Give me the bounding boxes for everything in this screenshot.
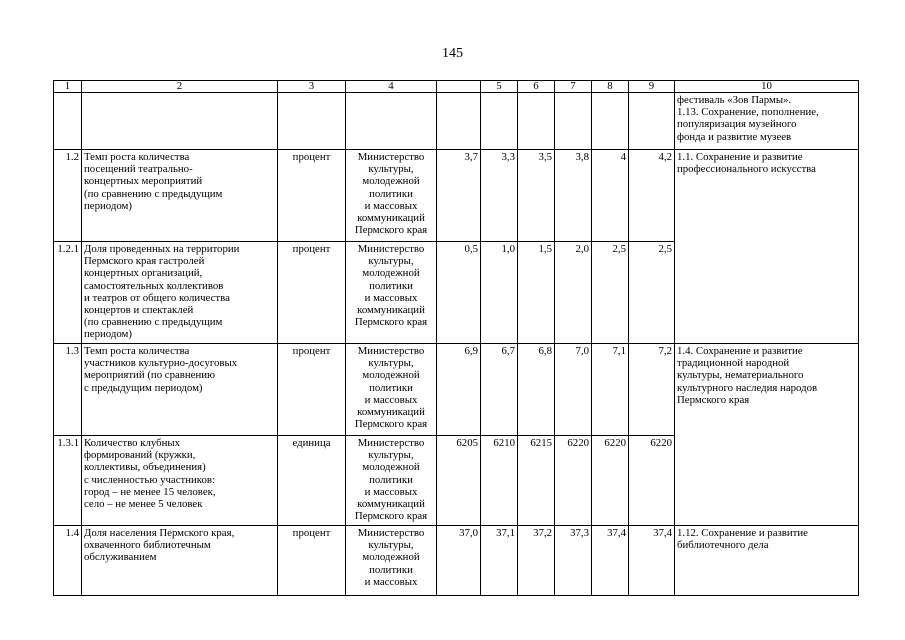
row-number: 1.2.1	[54, 242, 82, 344]
text-line: культуры,	[368, 357, 414, 370]
text-line: и массовых	[364, 393, 418, 406]
text-line: село – не менее 5 человек	[84, 498, 203, 511]
text-line: обслуживанием	[84, 551, 157, 564]
text-line: политики	[369, 473, 413, 486]
text-line: популяризация музейного	[677, 118, 797, 131]
value-cell: 6,9	[437, 344, 481, 436]
text-line: культуры,	[368, 539, 414, 552]
value-cell: 1,0	[481, 242, 518, 344]
value-cell: 1,5	[518, 242, 555, 344]
indicators-table	[53, 80, 859, 596]
text-line: Количество клубных	[84, 437, 181, 449]
value-cell: 6220	[629, 436, 675, 526]
text-line: политики	[369, 563, 413, 576]
text-line: мероприятий (по сравнению	[84, 369, 216, 382]
text-line: Темп роста количества	[84, 345, 190, 357]
text-line: культурного наследия народов	[677, 381, 818, 394]
text-line: традиционной народной	[677, 357, 790, 370]
text-line: молодежной	[362, 551, 420, 564]
responsible-cell	[346, 150, 437, 242]
col-header: 1	[54, 81, 82, 93]
text-line: фестиваль «Зов Пармы».	[677, 94, 792, 106]
text-line: концертных организаций,	[84, 267, 203, 280]
text-line: Министерство	[357, 437, 425, 449]
text-line: Доля проведенных на территории	[84, 243, 240, 255]
col-header: 9	[629, 81, 675, 93]
text-line: самостоятельных коллективов	[84, 279, 224, 292]
text-line: профессионального искусства	[677, 163, 816, 176]
text-line: Пермского края гастролей	[84, 255, 205, 268]
text-line: Доля населения Пермского края,	[84, 527, 235, 539]
text-line: периодом)	[84, 199, 132, 212]
indicator-name	[82, 526, 278, 596]
responsible-cell	[346, 436, 437, 526]
program-direction	[675, 526, 859, 596]
text-line: Министерство	[357, 243, 425, 255]
header-row	[54, 81, 859, 93]
value-cell: 7,1	[592, 344, 629, 436]
text-line: культуры,	[368, 163, 414, 176]
text-line: Министерство	[357, 527, 425, 539]
text-line: культуры,	[368, 449, 414, 462]
text-line: Пермского края	[354, 510, 428, 523]
text-line: коммуникаций	[357, 498, 425, 511]
text-line: молодежной	[362, 267, 420, 280]
text-line: культуры, нематериального	[677, 369, 804, 382]
col-header: 10	[675, 81, 859, 93]
table-row	[54, 150, 859, 242]
value-cell: 2,0	[555, 242, 592, 344]
value-cell: 6205	[437, 436, 481, 526]
unit-cell: процент	[278, 526, 346, 596]
text-line: и массовых	[364, 291, 418, 304]
text-line: 1.12. Сохранение и развитие	[677, 527, 808, 539]
text-line: коммуникаций	[357, 212, 425, 225]
row-number: 1.2	[54, 150, 82, 242]
continuation-row	[54, 93, 859, 150]
col-header: 6	[518, 81, 555, 93]
text-line: коммуникаций	[357, 304, 425, 317]
text-line: молодежной	[362, 461, 420, 474]
text-line: периодом)	[84, 328, 132, 341]
text-line: и массовых	[364, 485, 418, 498]
value-cell: 37,2	[518, 526, 555, 596]
col-header: 5	[481, 81, 518, 93]
text-line: Пермского края	[354, 224, 428, 237]
col-header: 4	[346, 81, 437, 93]
text-line: и театров от общего количества	[84, 291, 230, 304]
text-line: 1.4. Сохранение и развитие	[677, 345, 803, 357]
responsible-cell	[346, 344, 437, 436]
value-cell: 2,5	[592, 242, 629, 344]
row-number: 1.4	[54, 526, 82, 596]
text-line: Темп роста количества	[84, 151, 190, 163]
col-header: 3	[278, 81, 346, 93]
value-cell: 37,0	[437, 526, 481, 596]
value-cell: 3,5	[518, 150, 555, 242]
value-cell: 4,2	[629, 150, 675, 242]
program-direction	[675, 344, 859, 526]
value-cell: 6215	[518, 436, 555, 526]
responsible-cell	[346, 242, 437, 344]
text-line: Министерство	[357, 151, 425, 163]
text-line: молодежной	[362, 369, 420, 382]
col-header: 7	[555, 81, 592, 93]
page-number: 145	[442, 46, 463, 61]
text-line: 1.13. Сохранение, пополнение,	[677, 106, 819, 119]
text-line: Пермского края	[354, 418, 428, 431]
unit-cell: процент	[278, 242, 346, 344]
indicator-name	[82, 150, 278, 242]
value-cell: 4	[592, 150, 629, 242]
value-cell: 3,7	[437, 150, 481, 242]
text-line: концертов и спектаклей	[84, 304, 194, 317]
value-cell: 0,5	[437, 242, 481, 344]
text-line: (по сравнению с предыдущим	[84, 316, 223, 329]
text-line: и массовых	[364, 575, 418, 588]
value-cell: 37,3	[555, 526, 592, 596]
text-line: библиотечного дела	[677, 539, 769, 552]
value-cell: 6,7	[481, 344, 518, 436]
text-line: с предыдущим периодом)	[84, 381, 203, 394]
table-row	[54, 526, 859, 596]
text-line: участников культурно-досуговых	[84, 357, 238, 370]
value-cell: 3,3	[481, 150, 518, 242]
value-cell: 7,0	[555, 344, 592, 436]
unit-cell: единица	[278, 436, 346, 526]
value-cell: 6210	[481, 436, 518, 526]
value-cell: 7,2	[629, 344, 675, 436]
text-line: коллективы, объединения)	[84, 461, 206, 474]
text-line: формирований (кружки,	[84, 449, 196, 462]
col-header	[437, 81, 481, 93]
text-line: молодежной	[362, 175, 420, 188]
text-line: Пермского края	[354, 316, 428, 329]
text-line: с численностью участников:	[84, 473, 215, 486]
table-row	[54, 344, 859, 436]
indicator-name	[82, 344, 278, 436]
text-line: фонда и развитие музеев	[677, 130, 792, 143]
continuation-directions	[675, 93, 859, 150]
indicator-name	[82, 436, 278, 526]
text-line: Министерство	[357, 345, 425, 357]
program-direction	[675, 150, 859, 344]
row-number: 1.3.1	[54, 436, 82, 526]
text-line: политики	[369, 381, 413, 394]
text-line: политики	[369, 187, 413, 200]
unit-cell: процент	[278, 150, 346, 242]
text-line: 1.1. Сохранение и развитие	[677, 151, 803, 163]
col-header: 2	[82, 81, 278, 93]
text-line: Пермского края	[677, 393, 750, 406]
text-line: охваченного библиотечным	[84, 539, 211, 552]
indicator-name	[82, 242, 278, 344]
value-cell: 2,5	[629, 242, 675, 344]
responsible-cell	[346, 526, 437, 596]
value-cell: 3,8	[555, 150, 592, 242]
text-line: коммуникаций	[357, 406, 425, 419]
text-line: культуры,	[368, 255, 414, 268]
unit-cell: процент	[278, 344, 346, 436]
value-cell: 37,4	[592, 526, 629, 596]
text-line: концертных мероприятий	[84, 175, 203, 188]
text-line: город – не менее 15 человек,	[84, 485, 216, 498]
text-line: и массовых	[364, 199, 418, 212]
value-cell: 6,8	[518, 344, 555, 436]
text-line: (по сравнению с предыдущим	[84, 187, 223, 200]
text-line: политики	[369, 279, 413, 292]
row-number: 1.3	[54, 344, 82, 436]
value-cell: 37,1	[481, 526, 518, 596]
value-cell: 6220	[592, 436, 629, 526]
value-cell: 6220	[555, 436, 592, 526]
text-line: посещений театрально-	[84, 163, 193, 176]
col-header: 8	[592, 81, 629, 93]
value-cell: 37,4	[629, 526, 675, 596]
